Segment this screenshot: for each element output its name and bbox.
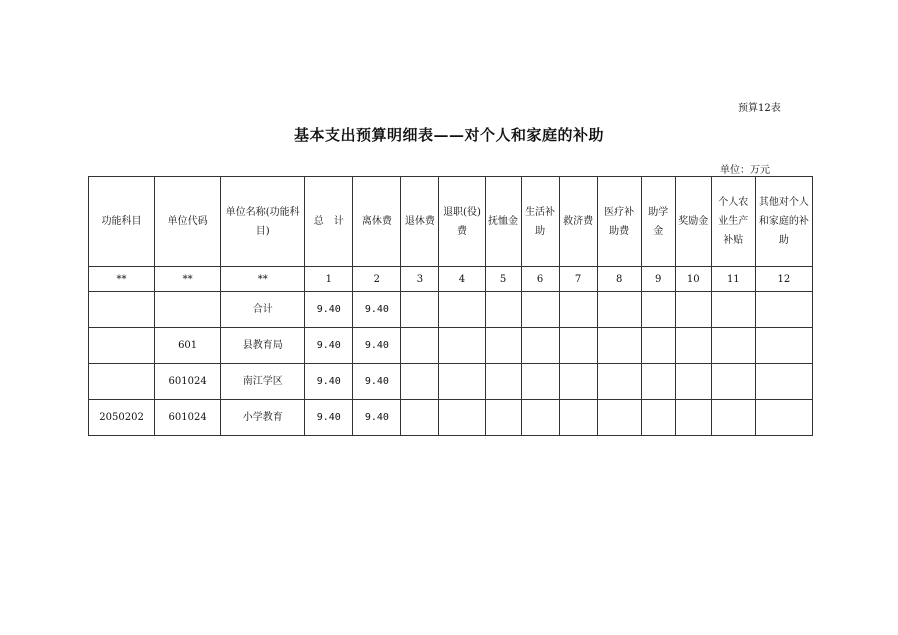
header-cell: 抚恤金 <box>485 177 521 267</box>
empty-cell <box>597 328 641 364</box>
empty-cell <box>559 400 597 436</box>
empty-cell <box>485 328 521 364</box>
page-title: 基本支出预算明细表——对个人和家庭的补助 <box>293 126 604 144</box>
table-row <box>89 400 813 436</box>
empty-cell <box>439 292 485 328</box>
unit-code-cell: 601024 <box>155 364 221 400</box>
header-cell: 退职(役)费 <box>439 177 485 267</box>
empty-cell <box>485 364 521 400</box>
empty-cell <box>485 292 521 328</box>
empty-cell <box>755 292 812 328</box>
empty-cell <box>675 364 711 400</box>
seq-cell: 7 <box>559 267 597 292</box>
func-code-cell <box>89 364 155 400</box>
empty-cell <box>521 328 559 364</box>
empty-cell <box>401 364 439 400</box>
table-row <box>89 328 813 364</box>
unit-name-cell: 合计 <box>221 292 305 328</box>
header-cell: 离休费 <box>353 177 401 267</box>
empty-cell <box>641 400 675 436</box>
header-cell: 医疗补助费 <box>597 177 641 267</box>
header-cell: 其他对个人和家庭的补助 <box>755 177 812 267</box>
seq-cell: 2 <box>353 267 401 292</box>
header-cell: 功能科目 <box>89 177 155 267</box>
empty-cell <box>439 400 485 436</box>
func-code-cell <box>89 292 155 328</box>
empty-cell <box>401 328 439 364</box>
header-cell: 退休费 <box>401 177 439 267</box>
seq-cell: 3 <box>401 267 439 292</box>
seq-cell: 12 <box>755 267 812 292</box>
empty-cell <box>401 292 439 328</box>
lixiu-cell: 9.40 <box>353 400 401 436</box>
unit-name-cell: 小学教育 <box>221 400 305 436</box>
total-cell: 9.40 <box>305 364 353 400</box>
func-code-cell: 2050202 <box>89 400 155 436</box>
empty-cell <box>439 328 485 364</box>
header-cell: 单位名称(功能科目) <box>221 177 305 267</box>
unit-name-cell: 县教育局 <box>221 328 305 364</box>
header-cell: 生活补助 <box>521 177 559 267</box>
header-cell: 单位代码 <box>155 177 221 267</box>
empty-cell <box>485 400 521 436</box>
empty-cell <box>675 400 711 436</box>
empty-cell <box>597 364 641 400</box>
sequence-row <box>89 267 813 292</box>
seq-cell: ** <box>221 267 305 292</box>
lixiu-cell: 9.40 <box>353 292 401 328</box>
empty-cell <box>559 292 597 328</box>
empty-cell <box>711 364 755 400</box>
empty-cell <box>521 292 559 328</box>
empty-cell <box>521 364 559 400</box>
header-cell: 救济费 <box>559 177 597 267</box>
seq-cell: ** <box>89 267 155 292</box>
seq-cell: 1 <box>305 267 353 292</box>
seq-cell: 8 <box>597 267 641 292</box>
empty-cell <box>755 364 812 400</box>
lixiu-cell: 9.40 <box>353 364 401 400</box>
unit-label: 单位：万元 <box>720 165 770 176</box>
seq-cell: 5 <box>485 267 521 292</box>
seq-cell: 11 <box>711 267 755 292</box>
empty-cell <box>755 328 812 364</box>
header-cell: 总 计 <box>305 177 353 267</box>
seq-cell: 4 <box>439 267 485 292</box>
empty-cell <box>641 292 675 328</box>
total-cell: 9.40 <box>305 292 353 328</box>
lixiu-cell: 9.40 <box>353 328 401 364</box>
unit-name-cell: 南江学区 <box>221 364 305 400</box>
seq-cell: 6 <box>521 267 559 292</box>
seq-cell: 10 <box>675 267 711 292</box>
subsidy-table <box>88 176 813 436</box>
unit-code-cell: 601024 <box>155 400 221 436</box>
header-cell: 助学金 <box>641 177 675 267</box>
empty-cell <box>675 292 711 328</box>
empty-cell <box>755 400 812 436</box>
empty-cell <box>439 364 485 400</box>
empty-cell <box>711 400 755 436</box>
empty-cell <box>675 328 711 364</box>
seq-cell: 9 <box>641 267 675 292</box>
func-code-cell <box>89 328 155 364</box>
table-row <box>89 364 813 400</box>
empty-cell <box>597 292 641 328</box>
empty-cell <box>559 328 597 364</box>
empty-cell <box>641 328 675 364</box>
empty-cell <box>401 400 439 436</box>
empty-cell <box>559 364 597 400</box>
total-cell: 9.40 <box>305 400 353 436</box>
empty-cell <box>597 400 641 436</box>
empty-cell <box>521 400 559 436</box>
unit-code-cell: 601 <box>155 328 221 364</box>
form-code: 预算12表 <box>738 103 781 114</box>
total-cell: 9.40 <box>305 328 353 364</box>
empty-cell <box>641 364 675 400</box>
seq-cell: ** <box>155 267 221 292</box>
empty-cell <box>711 292 755 328</box>
empty-cell <box>711 328 755 364</box>
unit-code-cell <box>155 292 221 328</box>
header-cell: 个人农业生产补贴 <box>711 177 755 267</box>
header-row <box>89 177 813 267</box>
table-row <box>89 292 813 328</box>
header-cell: 奖励金 <box>675 177 711 267</box>
